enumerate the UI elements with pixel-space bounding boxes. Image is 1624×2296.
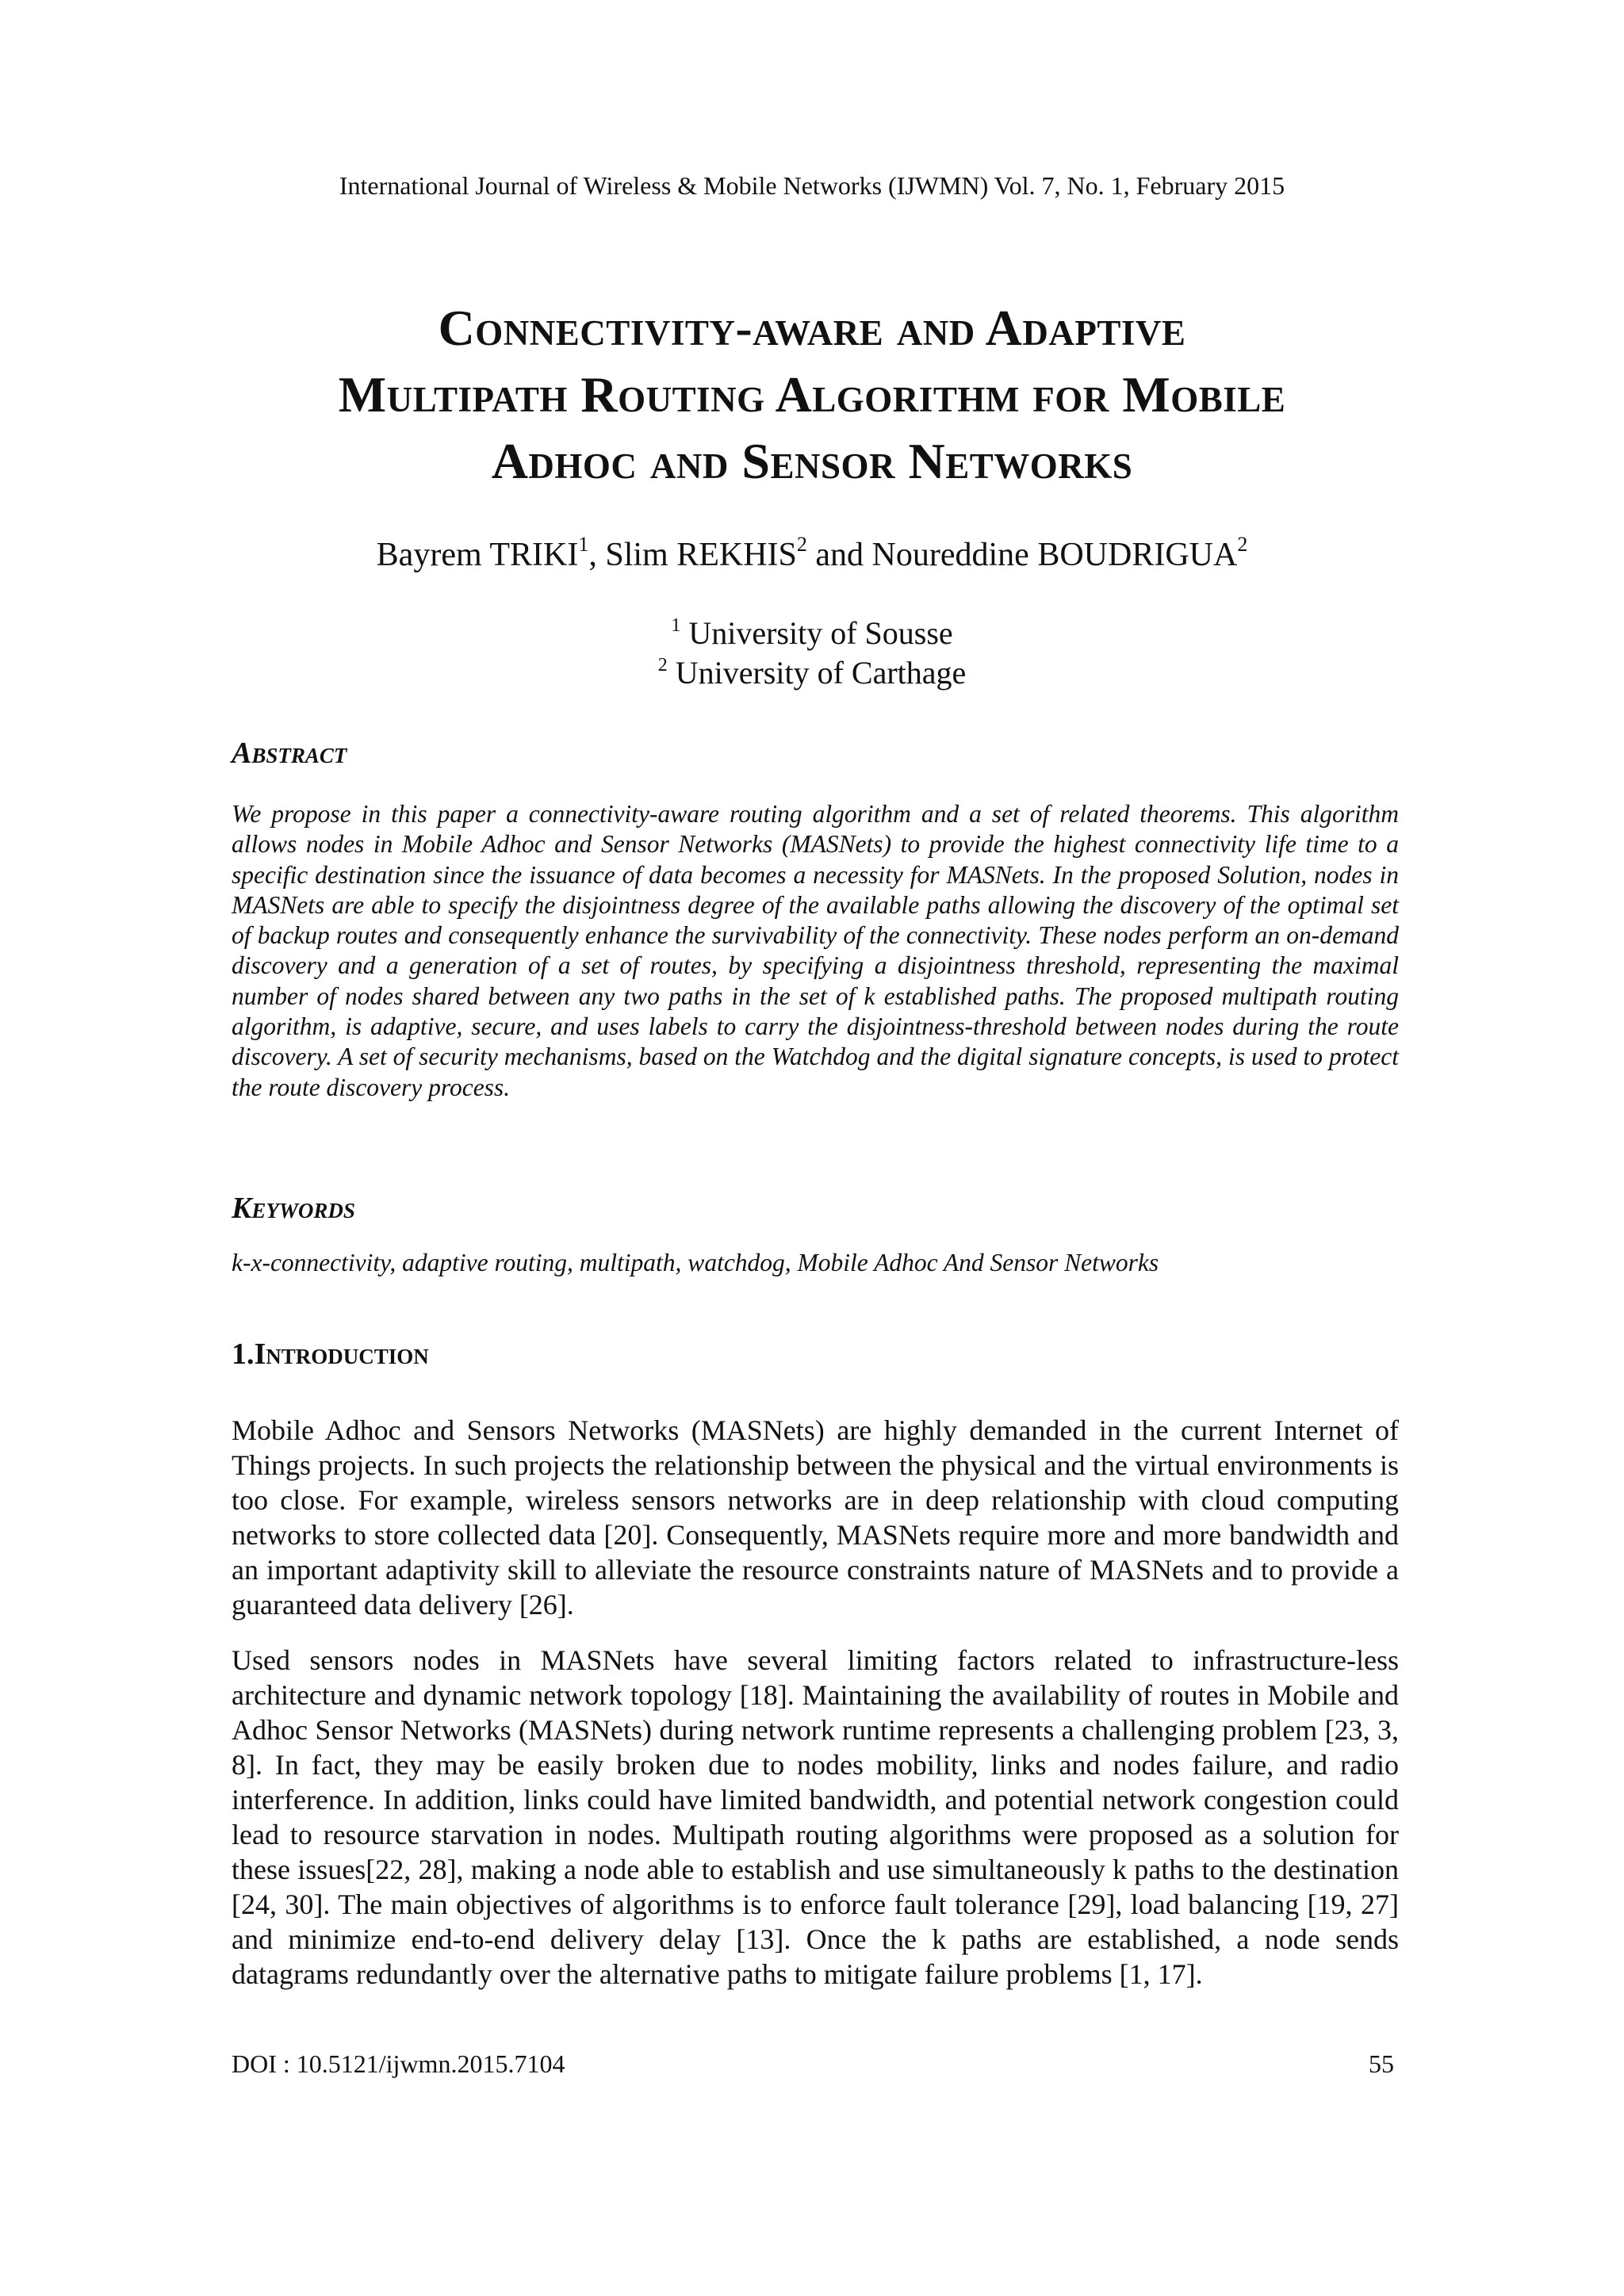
introduction-paragraph: Used sensors nodes in MASNets have several limiting factors related to infrastructure-less architecture and dynamic network topology [18]. Maintaining the availability of routes in Mobile and Adhoc Sensor Networks (MASNets) during network runtime represents a challenging problem [23, 3, 8]. In fact, they may be easily broken due to nodes mobility, links and nodes failure, and radio interference. In addition, links could have limited bandwidth, and potential network congestion could lead to resource starvation in nodes. Multipath routing algorithms were proposed as a solution for these issues[22, 28], making a node able to establish and use simultaneously k paths to the destination [24, 30]. The main objectives of algorithms is to enforce fault tolerance [29], load balancing [19, 27] and minimize end-to-end delivery delay [13]. Once the k paths are established, a node sends datagrams redundantly over the alternative paths to mitigate failure problems [1, 17].	[232, 1644, 1399, 1990]
introduction-paragraph: Mobile Adhoc and Sensors Networks (MASNets) are highly demanded in the current Internet of Things projects. In such projects the relationship between the physical and the virtual environments is too close. For example, wireless sensors networks are in deep relationship with cloud computing networks to store collected data [20]. Consequently, MASNets require more and more bandwidth and an important adaptivity skill to alleviate the resource constraints nature of MASNets and to provide a guaranteed data delivery [26].	[232, 1414, 1399, 1621]
paper-title	[178, 295, 1446, 495]
author-name: Noureddine BOUDRIGUA	[871, 537, 1238, 573]
abstract-text: We propose in this paper a connectivity-aware routing algorithm and a set of related theorems. This algorithm allows nodes in Mobile Adhoc and Sensor Networks (MASNets) to provide the highest connectivity life time to a specific destination since the issuance of data becomes a necessity for MASNets. In the proposed Solution, nodes in MASNets are able to specify the disjointness degree of the available paths allowing the discovery of the optimal set of backup routes and consequently enhance the survivability of the connectivity. These nodes perform an on-demand discovery and a generation of a set of routes, by specifying a disjointness threshold, representing the maximal number of nodes shared between any two paths in the set of k established paths. The proposed multipath routing algorithm, is adaptive, secure, and uses labels to carry the disjointness-threshold between nodes during the route discovery. A set of security mechanisms, based on the Watchdog and the digital signature concepts, is used to protect the route discovery process.	[232, 800, 1399, 1101]
title-line: Connectivity-aware and Adaptive	[438, 300, 1186, 356]
author-list	[0, 533, 1624, 577]
author-name: Slim REKHIS	[605, 537, 797, 573]
affiliation-mark: 2	[1237, 533, 1248, 556]
author-separator: ,	[588, 537, 606, 573]
affiliation-name: University of Sousse	[688, 615, 953, 651]
affiliation-mark: 1	[578, 533, 589, 556]
affiliation	[0, 653, 1624, 693]
affiliation-mark: 2	[796, 533, 807, 556]
affiliation-mark: 1	[671, 615, 681, 636]
affiliation-list	[0, 614, 1624, 693]
keywords-heading: Keywords	[232, 1192, 355, 1225]
author-separator: and	[806, 537, 872, 573]
footer-doi: DOI : 10.5121/ijwmn.2015.7104	[232, 2049, 565, 2078]
introduction-heading: 1.Introduction	[232, 1337, 429, 1371]
keywords-text: k-x-connectivity, adaptive routing, multipath, watchdog, Mobile Adhoc And Sensor Networks	[232, 1249, 1159, 1276]
author-name: Bayrem TRIKI	[376, 537, 579, 573]
abstract-heading: Abstract	[232, 737, 347, 770]
journal-running-header: International Journal of Wireless & Mobile Networks (IJWMN) Vol. 7, No. 1, February 2015	[339, 171, 1285, 200]
page-number: 55	[1369, 2049, 1394, 2078]
affiliation-name: University of Carthage	[675, 655, 967, 691]
title-line: Multipath Routing Algorithm for Mobile	[338, 366, 1286, 423]
affiliation-mark: 2	[657, 655, 668, 675]
title-line: Adhoc and Sensor Networks	[491, 433, 1133, 489]
affiliation	[0, 614, 1624, 653]
